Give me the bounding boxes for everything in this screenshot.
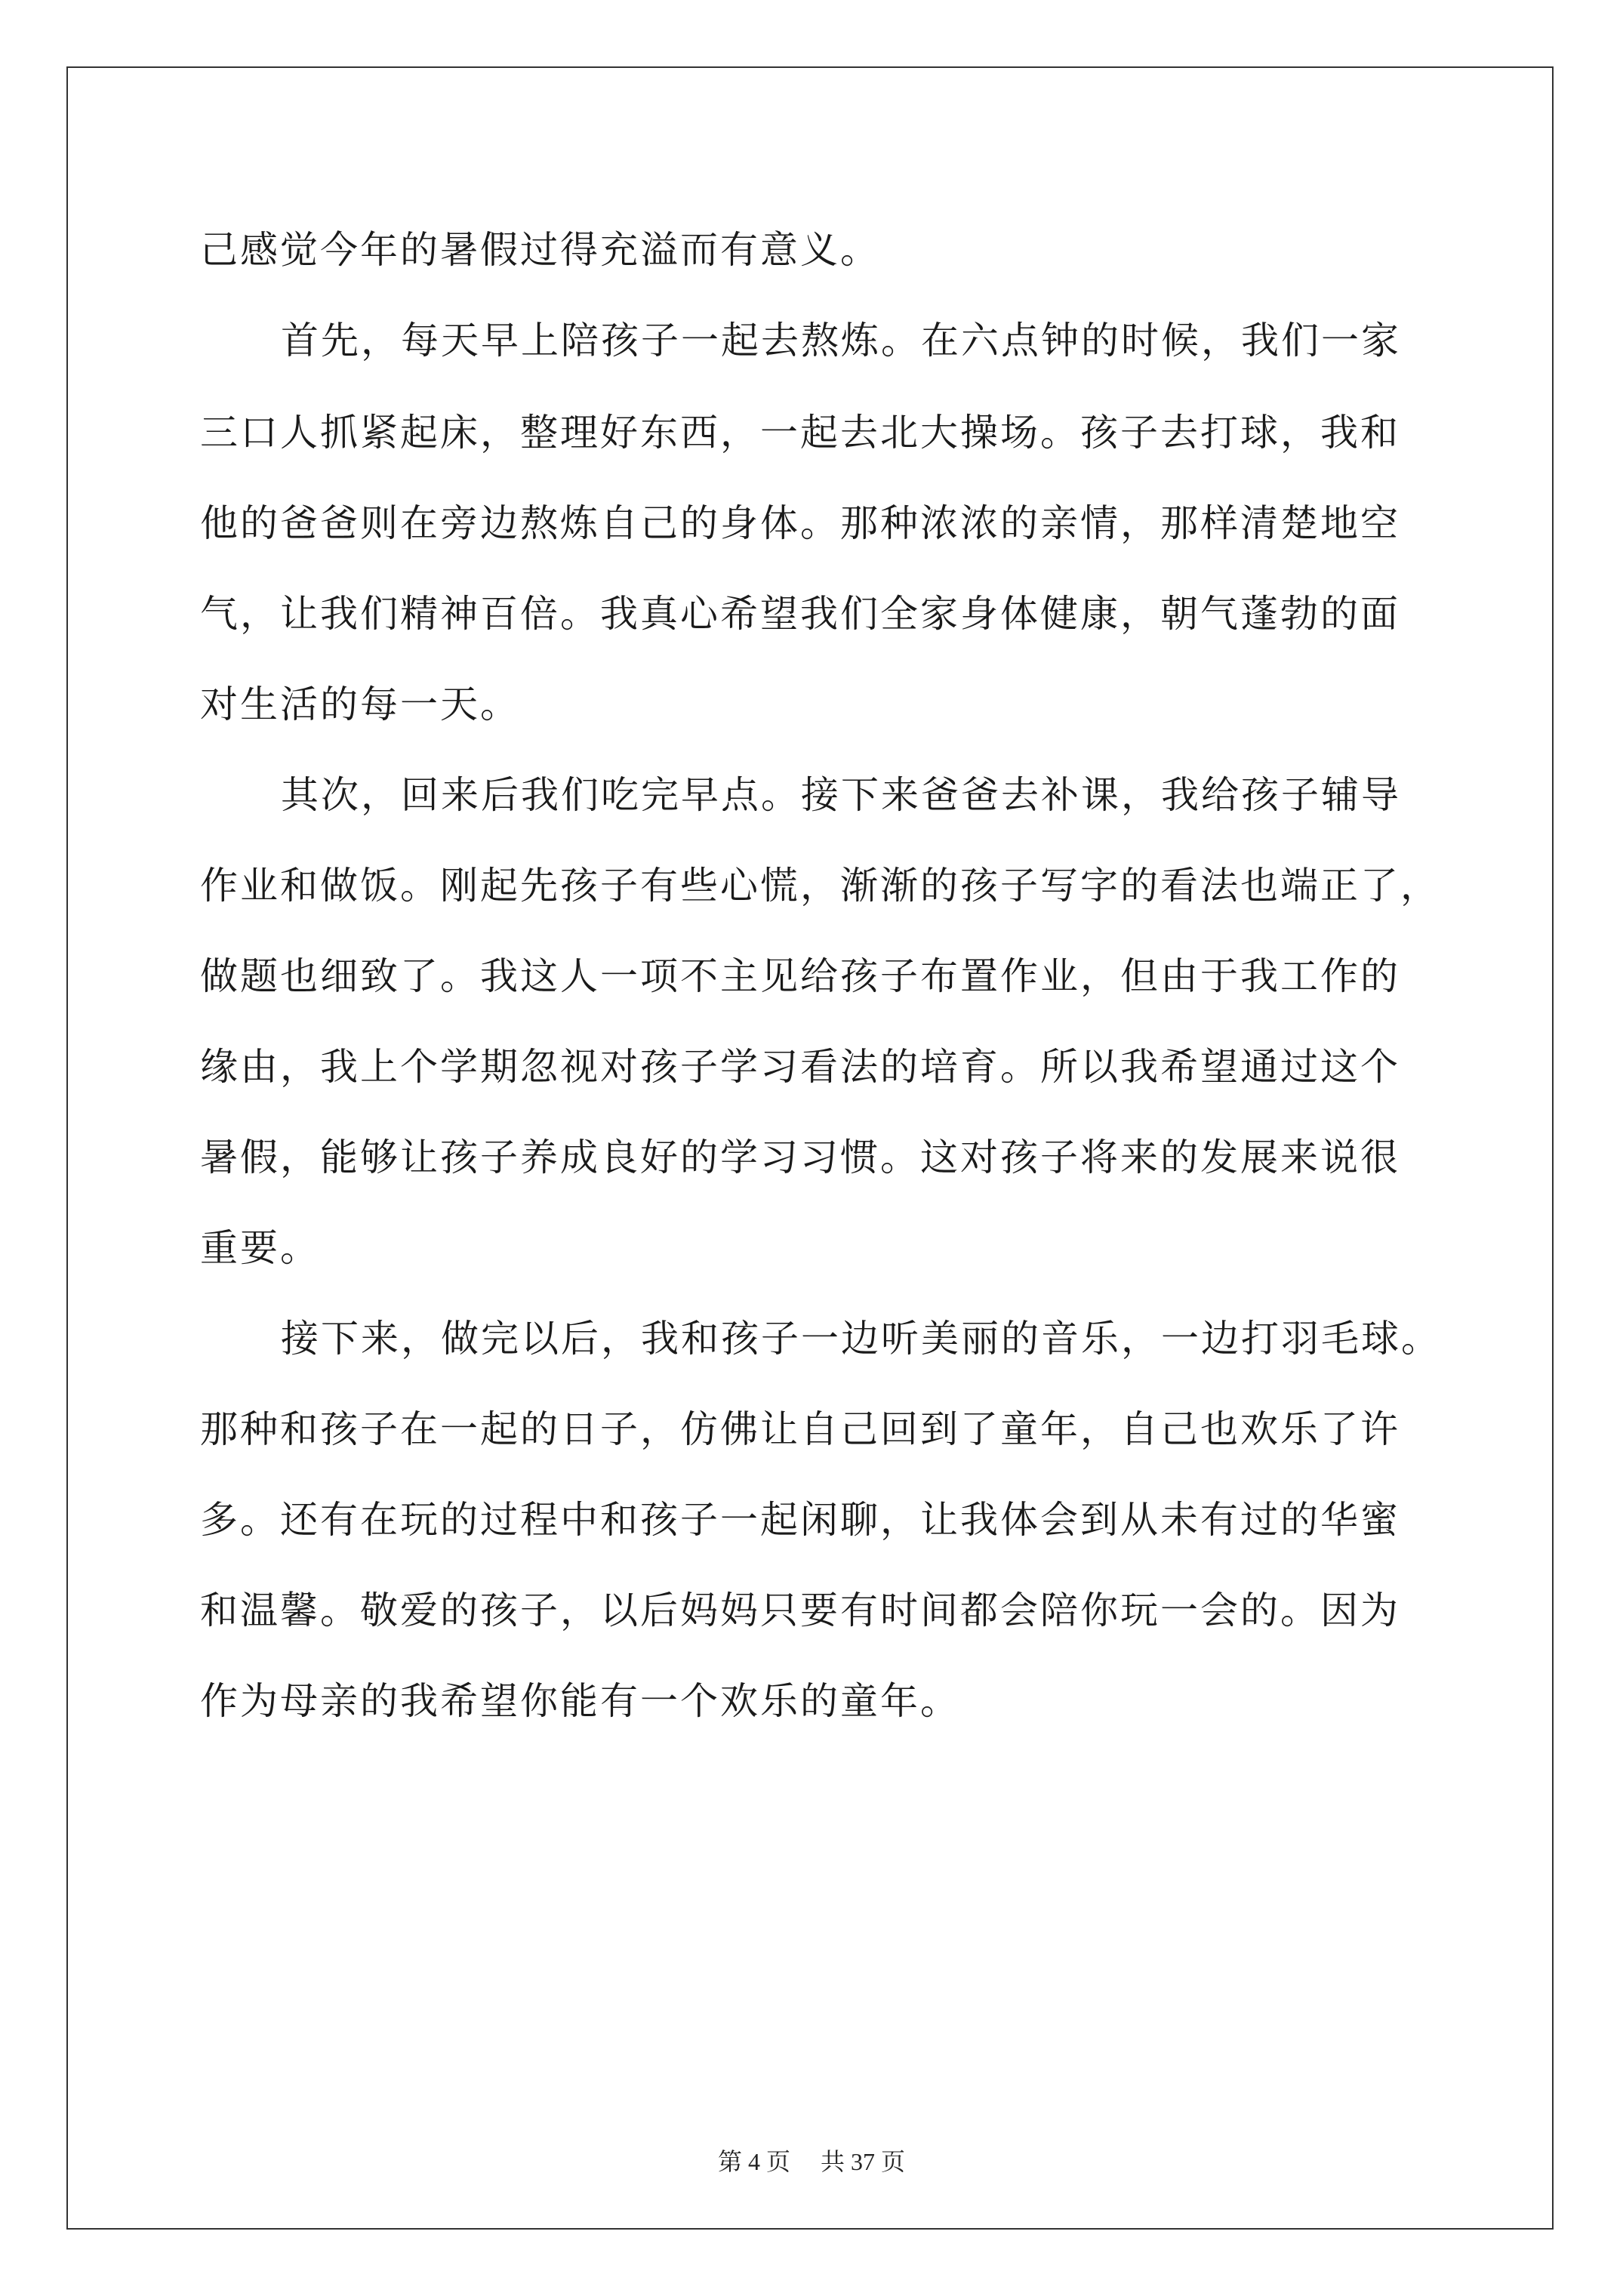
- text-line: 他的爸爸则在旁边熬炼自己的身体。那种浓浓的亲情，那样清楚地空: [200, 501, 1400, 545]
- text-line: 对生活的每一天。: [200, 683, 520, 726]
- text-line: 作业和做饭。刚起先孩子有些心慌，渐渐的孩子写字的看法也端正了，: [200, 864, 1440, 908]
- text-line: 重要。: [200, 1226, 320, 1270]
- text-line: 三口人抓紧起床，整理好东西，一起去北大操场。孩子去打球，我和: [200, 411, 1400, 455]
- text-line: 和温馨。敬爱的孩子，以后妈妈只要有时间都会陪你玩一会的。因为: [200, 1589, 1400, 1632]
- text-line: 首先，每天早上陪孩子一起去熬炼。在六点钟的时候，我们一家: [281, 319, 1401, 362]
- text-line: 接下来，做完以后，我和孩子一边听美丽的音乐，一边打羽毛球。: [281, 1317, 1441, 1361]
- text-line: 其次，回来后我们吃完早点。接下来爸爸去补课，我给孩子辅导: [281, 773, 1401, 817]
- page-total: 共 37 页: [821, 2148, 906, 2175]
- page-footer: [0, 2143, 1623, 2177]
- text-line: 缘由，我上个学期忽视对孩子学习看法的培育。所以我希望通过这个: [200, 1045, 1400, 1089]
- text-line: 暑假，能够让孩子养成良好的学习习惯。这对孩子将来的发展来说很: [200, 1136, 1400, 1179]
- text-line: 己感觉今年的暑假过得充溢而有意义。: [200, 228, 880, 272]
- text-line: 做题也细致了。我这人一项不主见给孩子布置作业，但由于我工作的: [200, 954, 1400, 998]
- text-line: 那种和孩子在一起的日子，仿佛让自己回到了童年，自己也欢乐了许: [200, 1407, 1400, 1451]
- text-line: 多。还有在玩的过程中和孩子一起闲聊，让我体会到从未有过的华蜜: [200, 1498, 1400, 1542]
- text-line: 气，让我们精神百倍。我真心希望我们全家身体健康，朝气蓬勃的面: [200, 592, 1400, 636]
- page-number: 第 4 页: [717, 2148, 790, 2175]
- text-line: 作为母亲的我希望你能有一个欢乐的童年。: [200, 1679, 960, 1723]
